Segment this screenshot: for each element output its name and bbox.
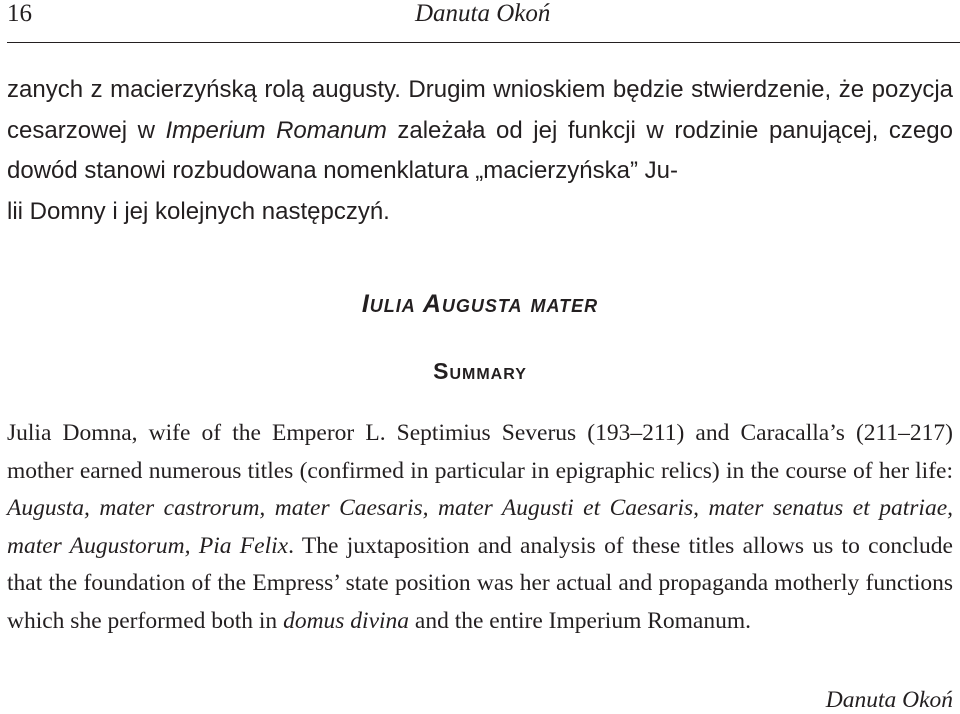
author-signature: Danuta Okoń — [825, 687, 953, 713]
article-title: Iulia Augusta mater — [361, 290, 599, 318]
polish-line-4: lii Domny i jej kolejnych następczyń. — [7, 197, 390, 225]
summary-heading: Summary — [433, 358, 527, 384]
polish-line-3: panującej, czego dowód stanowi rozbudowana nomenklatura „macierzyńska” Ju- — [7, 116, 953, 184]
polish-line-1: zanych z macierzyńską rolą augusty. Drugim wnioskiem będzie stwierdzenie, — [7, 76, 832, 103]
summary-titles-italic: Augusta, mater castrorum, mater Caesaris, mater Augusti et Caesaris, mater senatus et patriae, mater Augustorum, Pia Felix — [7, 495, 953, 559]
header-divider — [7, 42, 960, 43]
polish-italic-term: Imperium Romanum — [165, 116, 387, 144]
summary-text-1: Julia Domna, wife of the Emperor L. Septimius Severus (193–211) and Caracalla’s (211–217) mother earned numerous titles (confirmed in particular in epigraphic relics) in the course of her life: — [7, 420, 953, 484]
summary-text-2: . The juxtaposition and analysis of these titles allows us to conclude that the foundation of the Empress’ state position was her actual and propaganda motherly functions which she performed both in — [7, 532, 953, 634]
summary-text-3: and the entire Imperium Romanum. — [409, 607, 752, 634]
page-number: 16 — [7, 0, 32, 27]
polish-line-2: że pozycja cesarzowej w — [7, 76, 954, 144]
page-header — [7, 0, 960, 32]
running-head-author: Danuta Okoń — [415, 0, 551, 27]
polish-line-2-rest: zależała od jej funkcji w rodzinie — [386, 116, 759, 144]
summary-domus-divina-italic: domus divina — [283, 607, 410, 634]
summary-paragraph — [7, 415, 953, 641]
polish-conclusion-paragraph — [7, 70, 953, 232]
